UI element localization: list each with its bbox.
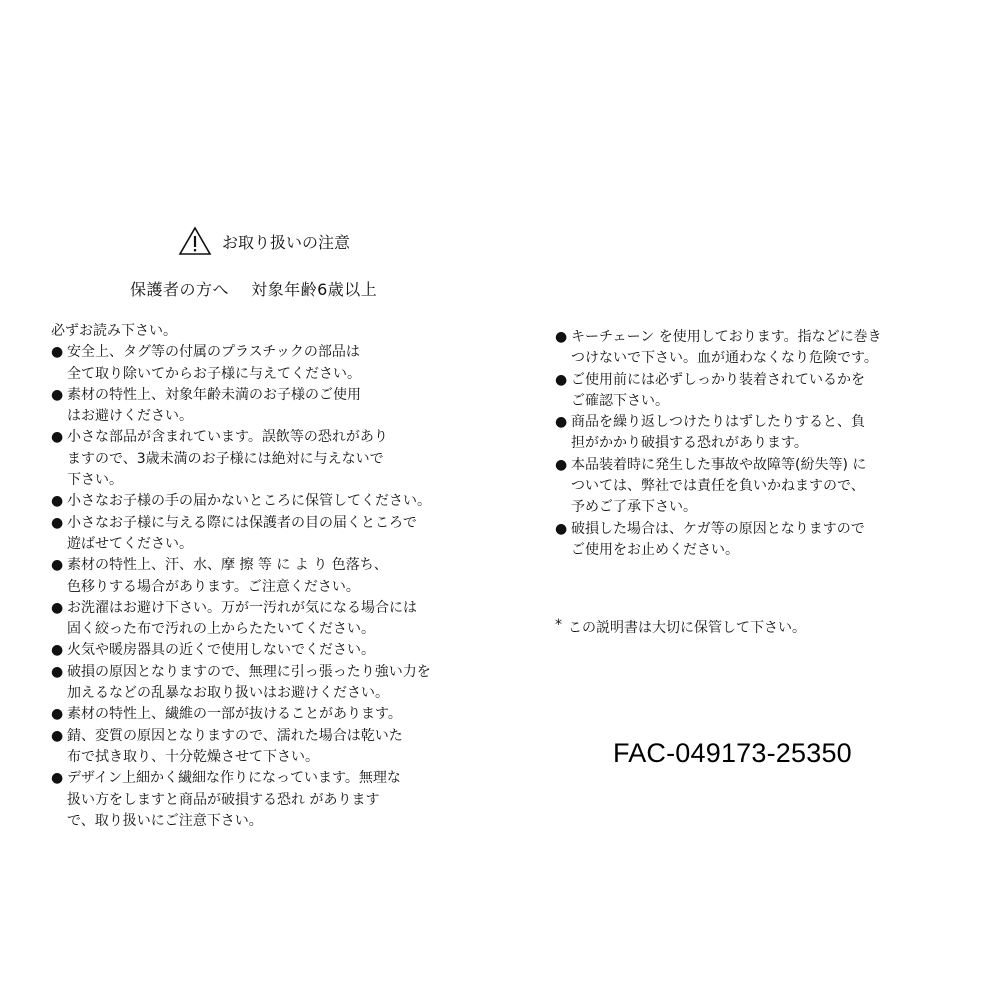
caution-line: 破損した場合は、ケガ等の原因となりますので [571, 520, 865, 537]
caution-line: 予めご了承下さい。 [571, 499, 697, 516]
caution-line: お洗濯はお避け下さい。万が一汚れが気になる場合には [67, 599, 417, 616]
caution-text [67, 385, 471, 428]
bullet-icon: ● [51, 706, 64, 723]
bullet-icon: ● [555, 329, 568, 345]
caution-text [571, 370, 935, 413]
left-caution-item [51, 385, 471, 428]
bullet-icon: ● [51, 599, 64, 616]
caution-line: 固く絞った布で汚れの上からたたいてください。 [67, 621, 375, 638]
caution-text [67, 704, 471, 725]
bullet-icon: ● [51, 429, 64, 446]
caution-line: 素材の特性上、対象年齢未満のお子様のご使用 [67, 386, 361, 403]
caution-line: 小さなお子様の手の届かないところに保管してください。 [67, 493, 431, 510]
caution-text [67, 427, 471, 491]
caution-line: 素材の特性上、汗、水、摩 擦 等 に よ り 色落ち、 [67, 557, 388, 574]
right-column [555, 327, 935, 561]
guardian-age-notice: 保護者の方へ 対象年齢6歳以上 [130, 280, 378, 299]
caution-heading [178, 226, 350, 256]
caution-title: お取り扱いの注意 [222, 232, 351, 252]
bullet-icon: ● [51, 770, 64, 787]
keep-manual-note [555, 617, 806, 637]
caution-line: デザイン上細かく繊細な作りになっています。無理な [67, 770, 401, 787]
left-caution-item [51, 726, 471, 769]
bullet-icon: ● [51, 727, 64, 744]
bullet-icon: ● [555, 456, 568, 473]
left-caution-item [51, 662, 471, 705]
caution-line: ご使用前には必ずしっかり装着されているかを [571, 371, 865, 388]
bullet-icon: ● [51, 514, 64, 531]
caution-line: 本品装着時に発生した事故や故障等(紛失等) に [571, 456, 867, 473]
caution-line: 下さい。 [67, 472, 123, 489]
caution-line: 小さなお子様に与える際には保護者の目の届くところで [67, 514, 417, 531]
caution-line: 加えるなどの乱暴なお取り扱いはお避けください。 [67, 685, 389, 702]
bullet-icon: ● [555, 414, 568, 431]
left-caution-item [51, 555, 471, 598]
caution-text [67, 640, 471, 661]
left-caution-item [51, 704, 471, 725]
left-caution-item [51, 640, 471, 661]
caution-line: ご使用をお止めください。 [571, 541, 739, 558]
left-caution-item [51, 598, 471, 641]
bullet-icon: ● [51, 663, 64, 680]
caution-line: ますので、3歳未満のお子様には絶対に与えないで [67, 450, 384, 467]
caution-line: で、取り扱いにご注意下さい。 [67, 812, 263, 829]
caution-text [571, 519, 935, 562]
right-caution-item [555, 327, 935, 370]
caution-text [67, 768, 471, 832]
caution-text [67, 555, 471, 598]
note-mark: * [555, 617, 562, 633]
caution-line: 破損の原因となりますので、無理に引っ張ったり強い力を [67, 663, 431, 680]
caution-line: ついては、弊社では責任を負いかねますので、 [571, 478, 865, 495]
caution-line: 扱い方をしますと商品が破損する恐れ があります [67, 791, 380, 808]
caution-line: つけないで下さい。血が通わなくなり危険です。 [571, 350, 878, 367]
read-notice: 必ずお読み下さい。 [51, 323, 177, 339]
caution-line: 小さな部品が含まれています。誤飲等の恐れがあり [67, 429, 388, 446]
left-caution-item [51, 342, 471, 385]
caution-line: 素材の特性上、繊維の一部が抜けることがあります。 [67, 706, 402, 723]
caution-line: 火気や暖房器具の近くで使用しないでください。 [67, 642, 375, 659]
left-caution-item [51, 491, 471, 512]
product-code: FAC-049173-25350 [613, 738, 852, 768]
right-caution-item [555, 519, 935, 562]
left-column [51, 321, 471, 832]
right-caution-item [555, 455, 935, 519]
right-item-list [555, 327, 935, 561]
caution-line: 担がかかり破損する恐れがあります。 [571, 435, 808, 452]
caution-line: キーチェーン を使用しております。指などに巻き [571, 329, 882, 345]
caution-line: 色移りする場合があります。ご注意ください。 [67, 578, 360, 595]
bullet-icon: ● [555, 371, 568, 388]
right-caution-item [555, 412, 935, 455]
caution-text [571, 455, 935, 519]
left-item-list [51, 342, 471, 832]
caution-text [67, 662, 471, 705]
right-caution-item [555, 370, 935, 413]
caution-line: 遊ばせてください。 [67, 535, 193, 552]
caution-line: 布で拭き取り、十分乾燥させて下さい。 [67, 748, 319, 765]
bullet-icon: ● [555, 520, 568, 537]
caution-text [67, 726, 471, 769]
bullet-icon: ● [51, 557, 64, 574]
caution-line: 商品を繰り返しつけたりはずしたりすると、負 [571, 414, 865, 431]
bullet-icon: ● [51, 642, 64, 659]
caution-line: はお避けください。 [67, 408, 193, 425]
left-caution-item [51, 768, 471, 832]
caution-line: 安全上、タグ等の付属のプラスチックの部品は [67, 344, 360, 361]
caution-line: ご確認下さい。 [571, 392, 669, 409]
caution-text [571, 412, 935, 455]
caution-text [67, 513, 471, 556]
caution-text [67, 342, 471, 385]
note-text: この説明書は大切に保管して下さい。 [568, 620, 806, 636]
left-caution-item [51, 513, 471, 556]
bullet-icon: ● [51, 344, 64, 361]
bullet-icon: ● [51, 386, 64, 403]
caution-text [571, 327, 935, 370]
warning-triangle-icon [178, 226, 212, 256]
caution-line: 全て取り除いてからお子様に与えてください。 [67, 365, 361, 382]
bullet-icon: ● [51, 493, 64, 510]
caution-text [67, 491, 471, 512]
caution-text [67, 598, 471, 641]
left-caution-item [51, 427, 471, 491]
caution-line: 錆、変質の原因となりますので、濡れた場合は乾いた [67, 727, 403, 744]
